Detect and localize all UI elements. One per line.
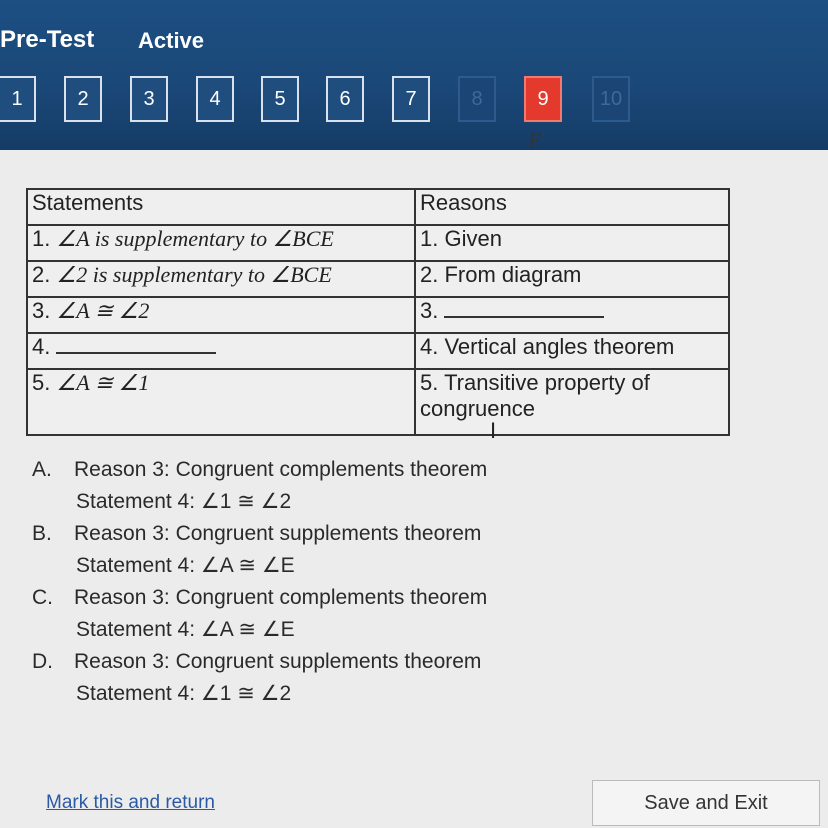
choice-reason: Reason 3: Congruent supplements theorem	[74, 522, 482, 545]
statement-number: 4.	[32, 334, 51, 359]
mark-and-return-link[interactable]: Mark this and return	[46, 792, 215, 813]
reason-4: 4. Vertical angles theorem	[415, 333, 729, 369]
statement-number: 1.	[32, 226, 51, 251]
statement-4-blank	[56, 334, 216, 354]
statement-2	[27, 261, 415, 297]
choice-reason: Reason 3: Congruent complements theorem	[74, 586, 488, 609]
choice-statement: Statement 4: ∠A ≅ ∠E	[76, 554, 295, 577]
statement-3	[27, 297, 415, 333]
choice-letter: B.	[32, 522, 52, 545]
status-label: Active	[138, 28, 205, 53]
reason-number: 3.	[420, 298, 439, 323]
statement-text: ∠A is supplementary to ∠BCE	[56, 226, 334, 251]
statement-number: 2.	[32, 262, 51, 287]
statement-text: ∠A ≅ ∠1	[56, 370, 150, 395]
reason-2: 2. From diagram	[415, 261, 729, 297]
choice-statement: Statement 4: ∠1 ≅ ∠2	[76, 682, 292, 705]
choice-reason: Reason 3: Congruent supplements theorem	[74, 650, 482, 673]
question-button-1[interactable]: 1	[0, 76, 36, 122]
choice-b[interactable]	[32, 518, 487, 582]
choice-letter: D.	[32, 650, 53, 673]
choice-d[interactable]	[32, 646, 487, 710]
choice-letter: C.	[32, 586, 53, 609]
statements-header: Statements	[27, 189, 415, 225]
question-button-3[interactable]: 3	[130, 76, 168, 122]
diagram-label-e: E	[528, 128, 542, 153]
choice-statement: Statement 4: ∠1 ≅ ∠2	[76, 490, 292, 513]
reasons-header: Reasons	[415, 189, 729, 225]
choice-reason: Reason 3: Congruent complements theorem	[74, 458, 488, 481]
statement-text: ∠2 is supplementary to ∠BCE	[56, 262, 332, 287]
proof-table	[26, 188, 730, 436]
question-button-4[interactable]: 4	[196, 76, 234, 122]
reason-3	[415, 297, 729, 333]
statement-5	[27, 369, 415, 435]
save-and-exit-button[interactable]: Save and Exit	[592, 780, 820, 826]
statement-number: 3.	[32, 298, 51, 323]
statement-4	[27, 333, 415, 369]
reason-5: 5. Transitive property of congruence	[415, 369, 729, 435]
top-bar	[0, 0, 828, 150]
choice-statement: Statement 4: ∠A ≅ ∠E	[76, 618, 295, 641]
reason-3-blank	[444, 298, 604, 318]
statement-number: 5.	[32, 370, 51, 395]
question-button-7[interactable]: 7	[392, 76, 430, 122]
choice-a[interactable]	[32, 454, 487, 518]
question-button-5[interactable]: 5	[261, 76, 299, 122]
question-navigation	[0, 72, 828, 132]
choice-letter: A.	[32, 458, 52, 481]
statement-text: ∠A ≅ ∠2	[56, 298, 150, 323]
question-button-2[interactable]: 2	[64, 76, 102, 122]
question-button-8[interactable]: 8	[458, 76, 496, 122]
question-button-6[interactable]: 6	[326, 76, 364, 122]
page-title: Pre-Test	[0, 26, 95, 53]
statement-1	[27, 225, 415, 261]
reason-1: 1. Given	[415, 225, 729, 261]
text-cursor-icon: I	[490, 418, 497, 443]
answer-choices	[32, 454, 487, 710]
question-button-10[interactable]: 10	[592, 76, 630, 122]
choice-c[interactable]	[32, 582, 487, 646]
question-button-9-current[interactable]: 9	[524, 76, 562, 122]
